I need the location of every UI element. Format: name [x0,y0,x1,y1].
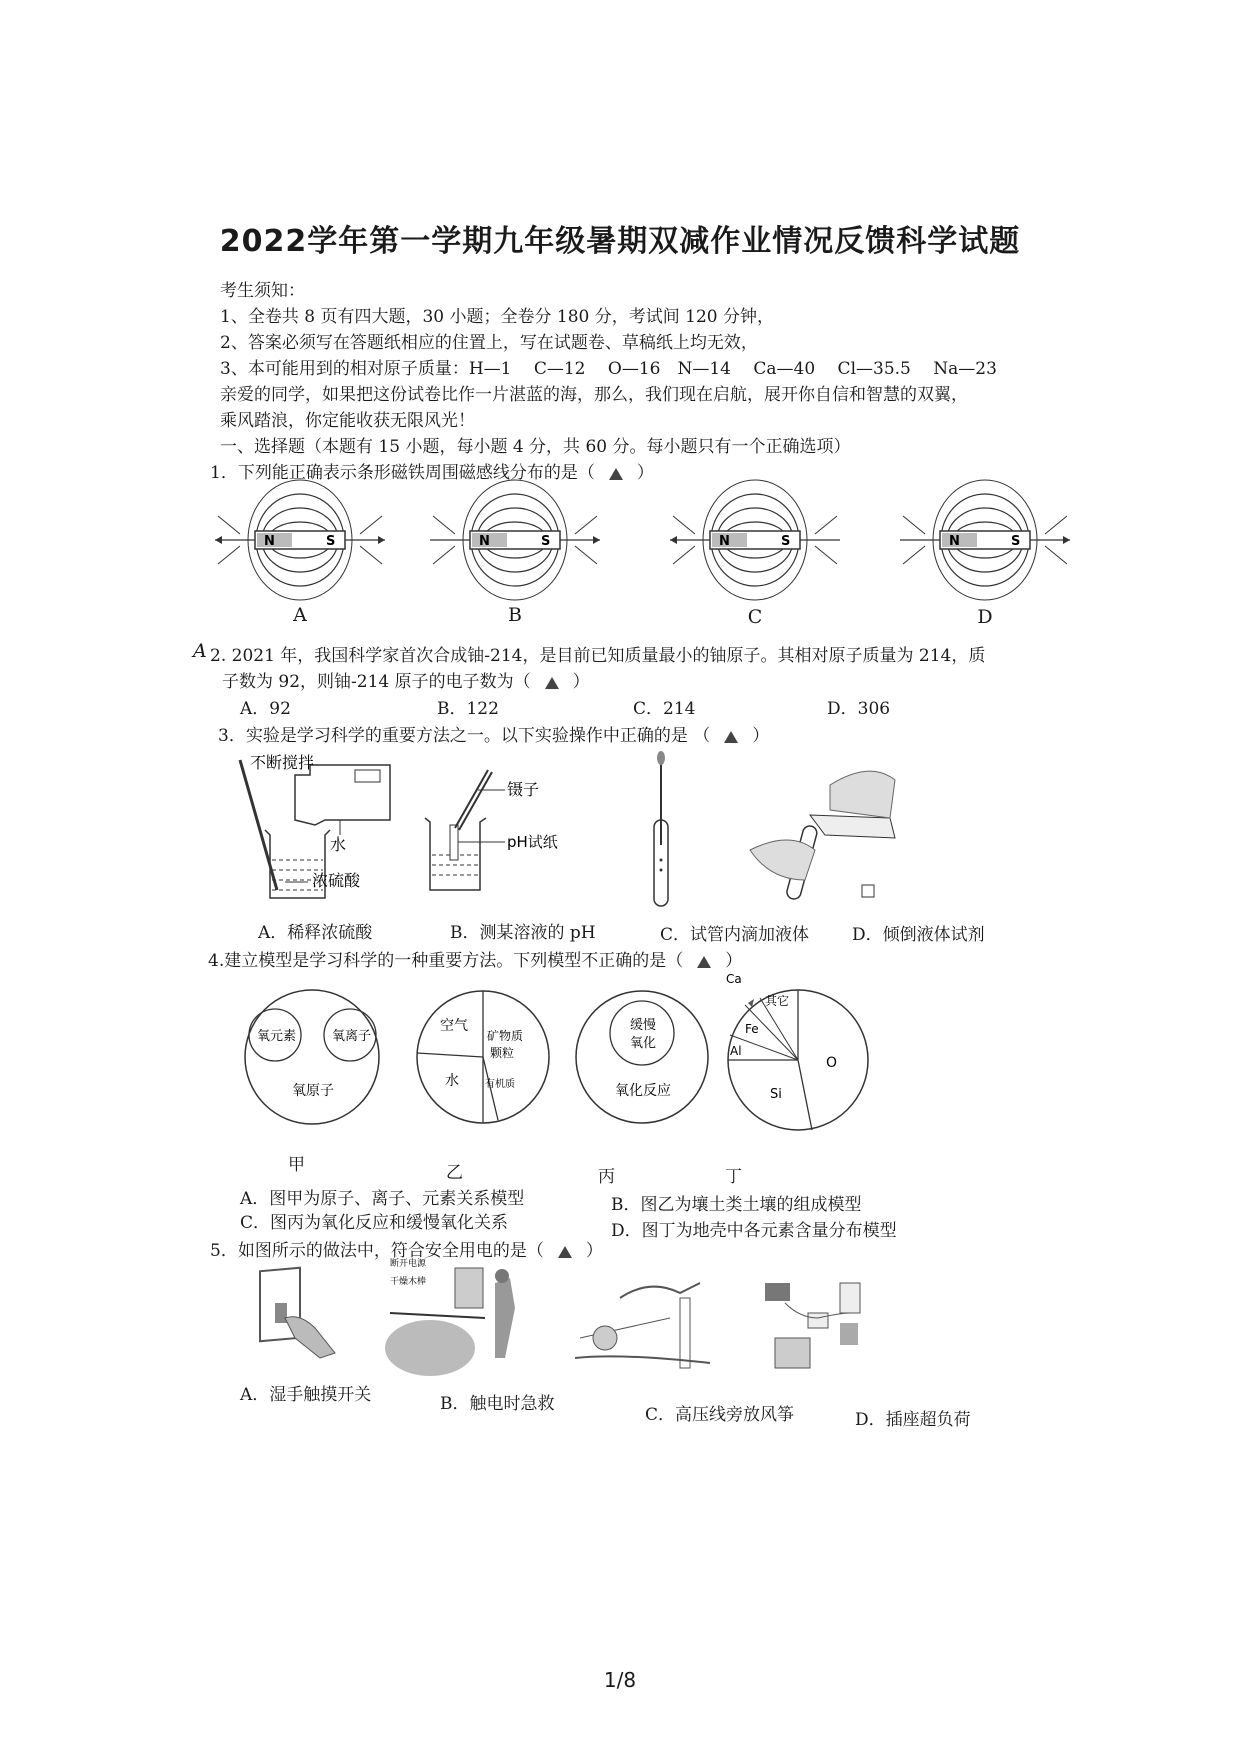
answer-blank-triangle-icon [724,731,738,743]
q1-option-d-label: D [977,606,993,628]
svg-text:S: S [1011,534,1021,549]
svg-text:水: 水 [445,1073,459,1089]
svg-text:氧离子: 氧离子 [332,1029,372,1044]
q4-option-d: D．图丁为地壳中各元素含量分布模型 [611,1221,897,1241]
svg-text:断开电源: 断开电源 [390,1259,427,1269]
encouragement-line-2: 乘风踏浪，你定能收获无限风光！ [220,411,475,431]
svg-text:Si: Si [770,1087,782,1102]
answer-blank-triangle-icon [609,468,623,480]
q5-option-c: C．高压线旁放风筝 [645,1405,795,1425]
q5-option-a: A．湿手触摸开关 [240,1385,372,1405]
svg-text:矿物质: 矿物质 [487,1029,524,1043]
question-1-stem: 1．下列能正确表示条形磁铁周围磁感线分布的是（ ） [210,463,654,483]
question-5-stem: 5．如图所示的做法中，符合安全用电的是（ ） [210,1241,603,1261]
q1-option-b-label: B [508,604,522,626]
fig-pour-liquid [750,771,895,900]
section-heading: 一、选择题（本题有 15 小题，每小题 4 分，共 60 分。每小题只有一个正确选项） [220,437,851,457]
fig-ph-test [425,770,505,890]
magnet-option-a [215,480,385,600]
diagram-label-jia: 甲 [288,1155,305,1175]
svg-text:浓硫酸: 浓硫酸 [312,871,361,890]
question-2-stem-2: 子数为 92，则铀-214 原子的电子数为（ ） [222,672,590,692]
exam-title: 2022学年第一学期九年级暑期双减作业情况反馈科学试题 [219,224,1021,259]
notice-heading: 考生须知： [220,281,305,301]
q2-option-c: C．214 [633,699,696,719]
margin-mark: A [193,640,207,662]
diagram-label-ding: 丁 [725,1167,742,1187]
q1-option-a-label: A [293,604,307,626]
q3-option-c: C．试管内滴加液体 [660,925,810,945]
svg-text:镊子: 镊子 [507,780,540,799]
q2-option-b: B．122 [437,699,499,719]
encouragement-line-1: 亲爱的同学，如果把这份试卷比作一片湛蓝的海，那么，我们现在启航，展开你自信和智慧的双翼， [220,385,968,405]
magnet-option-c [670,480,840,600]
diagram-yi [417,991,549,1123]
fig-wet-hand-switch [260,1268,335,1358]
magnet-field-figures [210,482,1070,602]
notice-item-1: 1、全卷共 8 页有四大题，30 小题；全卷分 180 分，考试间 120 分钟， [220,307,774,327]
diagram-jia [245,990,379,1124]
svg-text:空气: 空气 [440,1018,468,1034]
magnet-option-d [900,480,1070,600]
diagram-ding [726,972,868,1130]
svg-text:其它: 其它 [765,994,790,1008]
svg-text:氧元素: 氧元素 [257,1029,297,1044]
svg-text:N: N [479,534,490,549]
svg-text:N: N [264,534,275,549]
q3-option-a: A．稀释浓硫酸 [258,923,373,943]
diagram-bing [576,991,708,1123]
page-number: 1/8 [603,1668,637,1692]
svg-text:氧化: 氧化 [630,1036,657,1051]
answer-blank-triangle-icon [558,1246,572,1258]
svg-text:S: S [541,534,551,549]
lab-operation-figures [230,750,1030,910]
fig-overloaded-socket [765,1283,860,1368]
answer-blank-triangle-icon [697,956,711,968]
svg-text:水: 水 [330,835,347,854]
fig-dropper [654,751,668,906]
notice-item-2: 2、答案必须写在答题纸相应的住置上，写在试题卷、草稿纸上均无效， [220,333,758,353]
magnet-option-b [430,480,600,600]
q5-option-b: B．触电时急救 [440,1394,555,1414]
svg-text:pH试纸: pH试纸 [507,833,558,851]
question-3-stem: 3．实验是学习科学的重要方法之一。以下实验操作中正确的是 （ ） [218,726,770,746]
q5-option-d: D．插座超负荷 [855,1410,971,1430]
electric-safety-figures [240,1258,1000,1388]
svg-text:缓慢: 缓慢 [630,1018,657,1033]
svg-text:氧原子: 氧原子 [292,1083,334,1099]
svg-text:Al: Al [730,1044,742,1058]
answer-blank-triangle-icon [545,677,559,689]
svg-text:S: S [326,534,336,549]
svg-text:干燥木棒: 干燥木棒 [390,1277,427,1287]
question-2-stem-1: 2. 2021 年，我国科学家首次合成铀-214，是目前已知质量最小的铀原子。其相对原子质量为 214，质 [210,646,986,666]
svg-text:颗粒: 颗粒 [490,1046,515,1060]
svg-text:Fe: Fe [745,1022,759,1036]
svg-text:N: N [949,534,960,549]
notice-item-3: 3、本可能用到的相对原子质量：H—1 C—12 O—16 N—14 Ca—40 Cl—35.5 Na—23 [220,359,997,379]
diagram-label-yi: 乙 [446,1163,463,1183]
q2-option-a: A．92 [240,699,291,719]
q4-option-a: A．图甲为原子、离子、元素关系模型 [240,1189,525,1209]
svg-text:不断搅拌: 不断搅拌 [250,753,315,772]
svg-text:有机质: 有机质 [485,1079,515,1090]
svg-text:N: N [719,534,730,549]
q1-option-c-label: C [747,606,763,628]
question-4-stem: 4.建立模型是学习科学的一种重要方法。下列模型不正确的是（ ） [208,951,743,971]
q4-option-b: B．图乙为壤土类土壤的组成模型 [611,1195,862,1215]
q2-option-d: D．306 [827,699,891,719]
svg-text:S: S [781,534,791,549]
model-diagrams [230,972,930,1125]
fig-kite [575,1283,710,1368]
q4-option-c: C．图丙为氧化反应和缓慢氧化关系 [240,1213,509,1233]
q3-option-d: D．倾倒液体试剂 [852,925,985,945]
svg-text:Ca: Ca [726,972,742,986]
diagram-label-bing: 丙 [598,1167,615,1187]
svg-text:氧化反应: 氧化反应 [615,1083,671,1099]
q3-option-b: B．测某溶液的 pH [450,923,596,943]
svg-text:O: O [826,1055,838,1071]
